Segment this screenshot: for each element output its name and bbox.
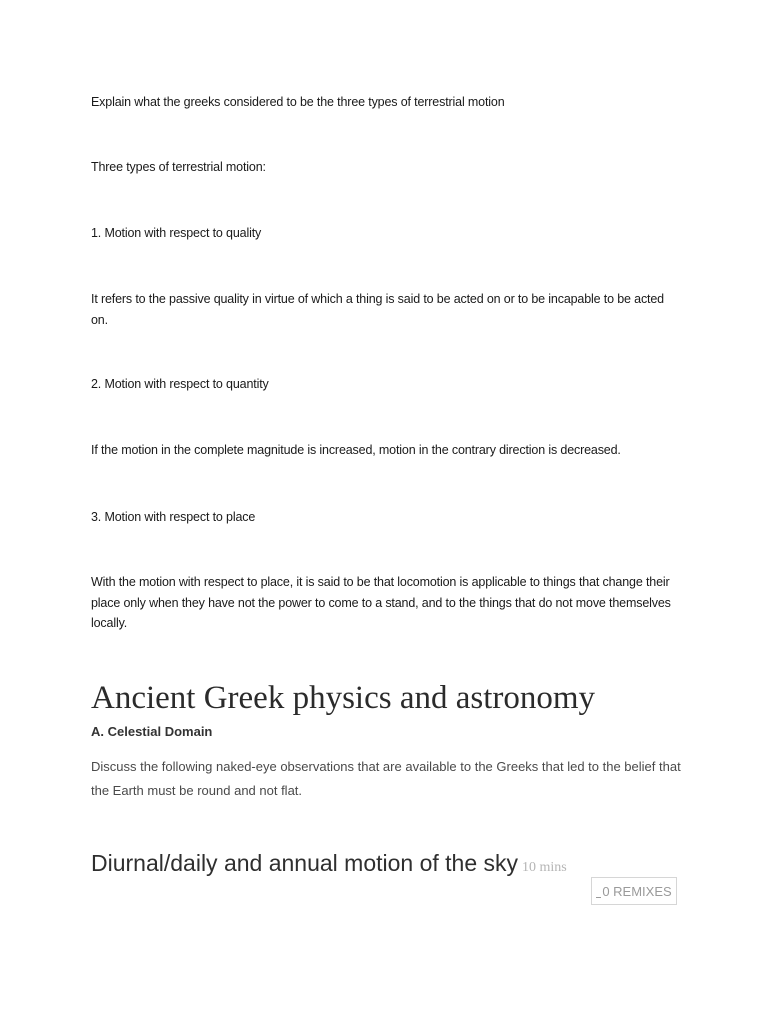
item-2-title: 2. Motion with respect to quantity xyxy=(91,377,269,391)
section-title xyxy=(91,845,567,886)
section-title-text: Diurnal/daily and annual motion of the sky xyxy=(91,850,519,876)
intro-text: Three types of terrestrial motion: xyxy=(91,160,266,174)
lesson-title: Ancient Greek physics and astronomy xyxy=(91,680,596,716)
section-duration: 10 mins xyxy=(522,860,567,875)
item-3-text: With the motion with respect to place, it is said to be that locomotion is applicable to things that change their place only when they have not the power to come to a stand, and to the things that do not move themselves locally. xyxy=(91,575,671,630)
remix-icon xyxy=(596,896,601,898)
remixes-label: 0 REMIXES xyxy=(602,883,672,899)
item-2-text: If the motion in the complete magnitude is increased, motion in the contrary direction is decreased. xyxy=(91,443,621,457)
item-1-title: 1. Motion with respect to quality xyxy=(91,226,262,240)
remixes-button[interactable] xyxy=(591,877,677,905)
item-3-title: 3. Motion with respect to place xyxy=(91,510,256,524)
lesson-subheading: A. Celestial Domain xyxy=(91,724,213,739)
lesson-prompt: Discuss the following naked-eye observations that are available to the Greeks that led to the belief that the Earth must be round and not flat. xyxy=(91,759,681,798)
question-text: Explain what the greeks considered to be the three types of terrestrial motion xyxy=(91,95,505,109)
item-1-text: It refers to the passive quality in virtue of which a thing is said to be acted on or to be incapable to be acted on. xyxy=(91,292,664,327)
